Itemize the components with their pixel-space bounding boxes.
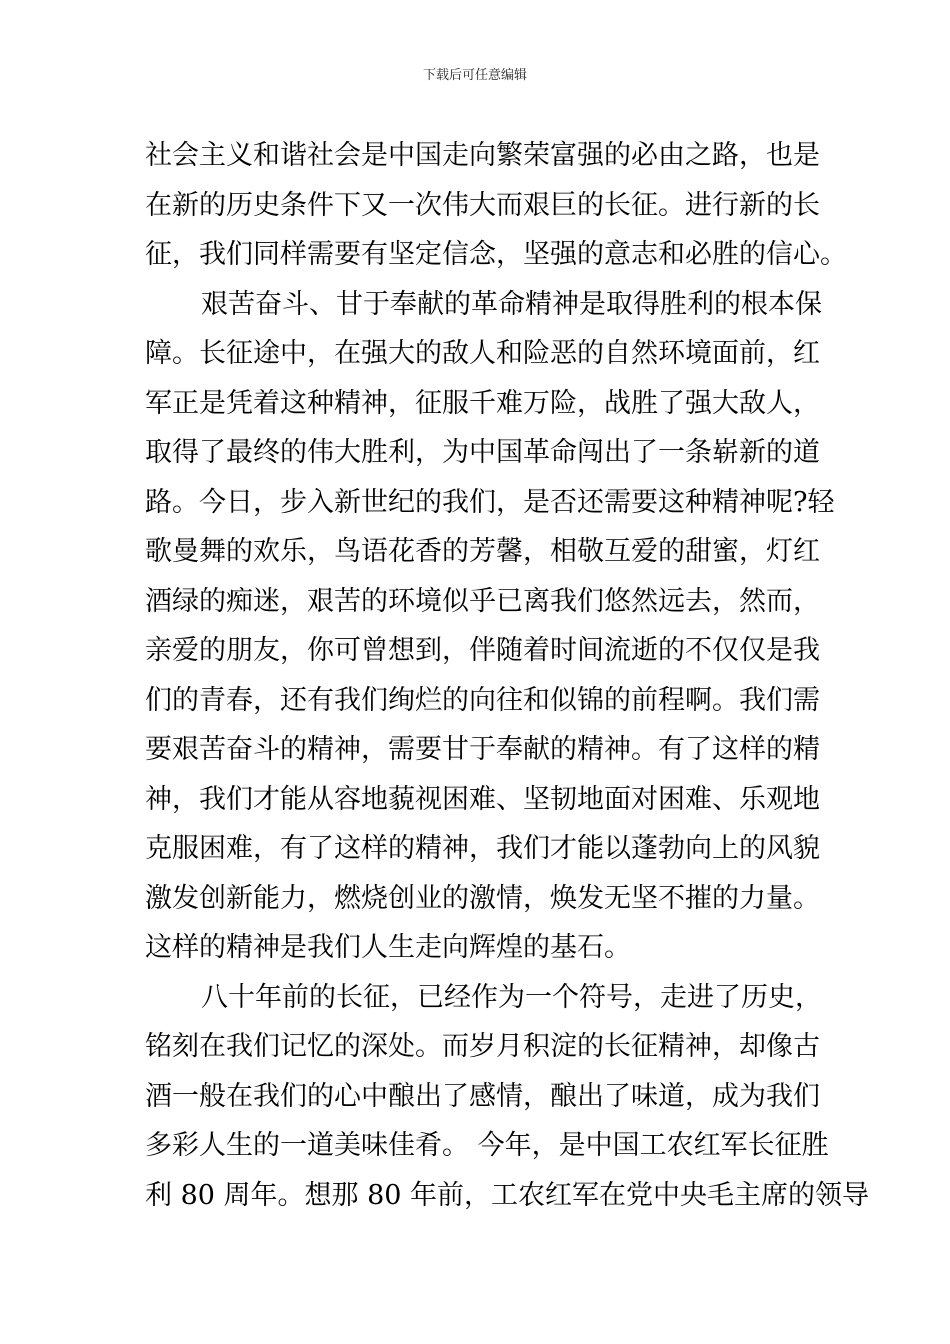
text-line: 歌曼舞的欢乐，鸟语花香的芳馨，相敬互爱的甜蜜，灯红: [145, 536, 820, 567]
text-line: 神，我们才能从容地藐视困难、坚韧地面对困难、乐观地: [145, 783, 820, 815]
text-line: 这样的精神是我们人生走向辉煌的基石。: [145, 932, 631, 963]
text-line: 路。今日，步入新世纪的我们，是否还需要这种精神呢?轻: [145, 486, 835, 518]
text-line: 铭刻在我们记忆的深处。而岁月积淀的长征精神，却像古: [145, 1031, 820, 1062]
text-line: 在新的历史条件下又一次伟大而艰巨的长征。进行新的长: [145, 189, 820, 221]
text-line: 艰苦奋斗、甘于奉献的革命精神是取得胜利的根本保: [201, 288, 822, 320]
text-line: 军正是凭着这种精神，征服千难万险，战胜了强大敌人，: [145, 387, 820, 419]
text-line: 利 80 周年。想那 80 年前，工农红军在党中央毛主席的领导: [145, 1179, 870, 1211]
text-line: 克服困难，有了这样的精神，我们才能以蓬勃向上的风貌: [145, 833, 820, 864]
text-line: 八十年前的长征，已经作为一个符号，走进了历史，: [201, 981, 822, 1013]
text-line: 酒绿的痴迷，艰苦的环境似乎已离我们悠然远去，然而，: [145, 585, 820, 617]
text-line: 要艰苦奋斗的精神，需要甘于奉献的精神。有了这样的精: [145, 734, 820, 765]
text-line: 征，我们同样需要有坚定信念，坚强的意志和必胜的信心。: [145, 239, 847, 270]
document-body: [145, 131, 870, 1220]
text-line: 们的青春，还有我们绚烂的向往和似锦的前程啊。我们需: [145, 684, 820, 716]
text-line: 激发创新能力，燃烧创业的激情，焕发无坚不摧的力量。: [145, 882, 820, 914]
text-line: 酒一般在我们的心中酿出了感情，酿出了味道，成为我们: [145, 1080, 820, 1112]
header-note: 下载后可任意编辑: [422, 68, 527, 83]
text-line: 多彩人生的一道美味佳肴。 今年，是中国工农红军长征胜: [145, 1130, 829, 1161]
text-line: 社会主义和谐社会是中国走向繁荣富强的必由之路，也是: [145, 140, 820, 171]
text-line: 亲爱的朋友，你可曾想到，伴随着时间流逝的不仅仅是我: [145, 635, 820, 666]
text-line: 取得了最终的伟大胜利，为中国革命闯出了一条崭新的道: [145, 437, 820, 468]
text-line: 障。长征途中，在强大的敌人和险恶的自然环境面前，红: [145, 338, 820, 369]
